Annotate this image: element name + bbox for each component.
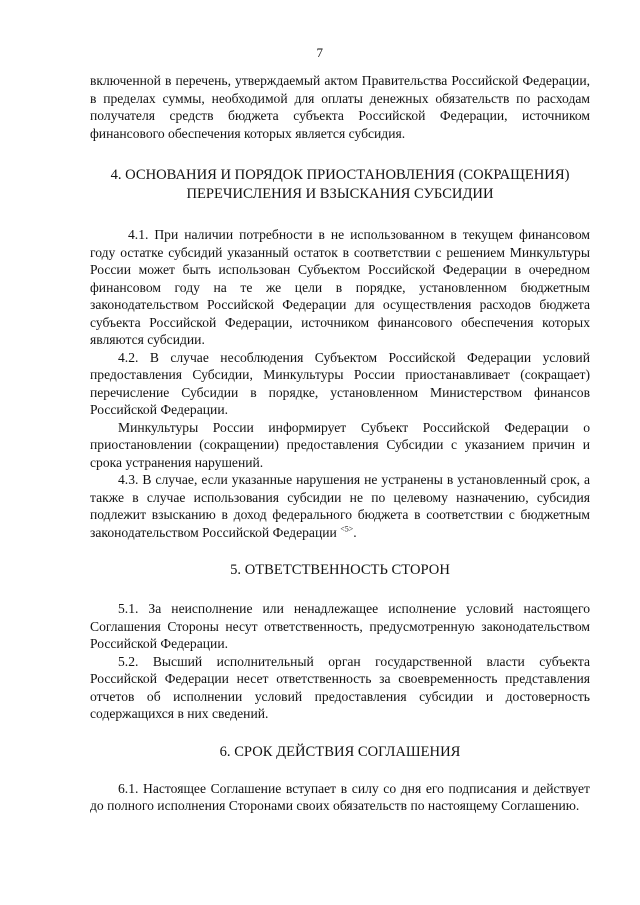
spacer bbox=[90, 142, 590, 166]
paragraph-4-3-end: . bbox=[353, 524, 357, 540]
spacer bbox=[90, 723, 590, 743]
paragraph-4-2-inform: Минкультуры России информирует Субъект Российской Федерации о приостановлении (сокращении) предоставления Субсидии с указанием причин и срока устранения нарушений. bbox=[90, 419, 590, 470]
paragraph-4-3 bbox=[90, 471, 590, 541]
footnote-ref: <5> bbox=[340, 523, 354, 533]
spacer bbox=[90, 541, 590, 561]
paragraph-5-1: 5.1. За неисполнение или ненадлежащее исполнение условий настоящего Соглашения Стороны несут ответственность, предусмотренную законодательством Российской Федерации. bbox=[90, 601, 590, 651]
paragraph-5-2: 5.2. Высший исполнительный орган государственной власти субъекта Российской Федерации несет ответственность за своевременность представления отчетов об исполнении условий предоставления субсидии и достоверность содержащихся в них сведений. bbox=[90, 653, 590, 721]
section-6-title: 6. СРОК ДЕЙСТВИЯ СОГЛАШЕНИЯ bbox=[219, 743, 461, 760]
paragraph-6-1: 6.1. Настоящее Соглашение вступает в силу со дня его подписания и действует до полного исполнения Сторонами своих обязательств по настоящему Соглашению. bbox=[90, 780, 590, 813]
section-4-heading bbox=[90, 166, 590, 204]
spacer bbox=[90, 762, 590, 780]
spacer bbox=[90, 204, 590, 226]
section-4-title-line-2: ПЕРЕЧИСЛЕНИЯ И ВЗЫСКАНИЯ СУБСИДИИ bbox=[186, 186, 494, 202]
document-body bbox=[90, 72, 590, 815]
page-number: 7 bbox=[316, 45, 324, 60]
section-4-title-line-1: 4. ОСНОВАНИЯ И ПОРЯДОК ПРИОСТАНОВЛЕНИЯ (СОКРАЩЕНИЯ) bbox=[110, 167, 570, 183]
paragraph-4-3-text: 4.3. В случае, если указанные нарушения не устранены в установленный срок, а также в случае использования субсидии не по целевому назначению, субсидия подлежит взысканию в доход федерального бюджета в соответствии с бюджетным законодательством Российской Федерации bbox=[90, 472, 590, 540]
paragraph-4-1: 4.1. При наличии потребности в не использованном в текущем финансовом году остатке субсидий указанный остаток в соответствии с решением Минкультуры России может быть использован Субъектом Российской Федерации в очередном финансовом году на те же цели в порядке, установленном бюджетным законодательством Российской Федерации для осуществления расходов бюджета субъекта Российской Федерации, источником финансового обеспечения которых являются субсидии. bbox=[90, 227, 590, 347]
spacer bbox=[90, 580, 590, 600]
section-5-title: 5. ОТВЕТСТВЕННОСТЬ СТОРОН bbox=[230, 562, 450, 578]
intro-paragraph: включенной в перечень, утверждаемый актом Правительства Российской Федерации, в пределах суммы, необходимой для оплаты денежных обязательств по расходам получателя средств бюджета субъекта Российской Федерации, источником финансового обеспечения которых является субсидия. bbox=[90, 73, 590, 141]
paragraph-4-2: 4.2. В случае несоблюдения Субъектом Российской Федерации условий предоставления Субсидии, Минкультуры России приостанавливает (сокращает) перечисление Субсидии в порядке, установленном Министерством финансов Российской Федерации. bbox=[90, 349, 590, 417]
